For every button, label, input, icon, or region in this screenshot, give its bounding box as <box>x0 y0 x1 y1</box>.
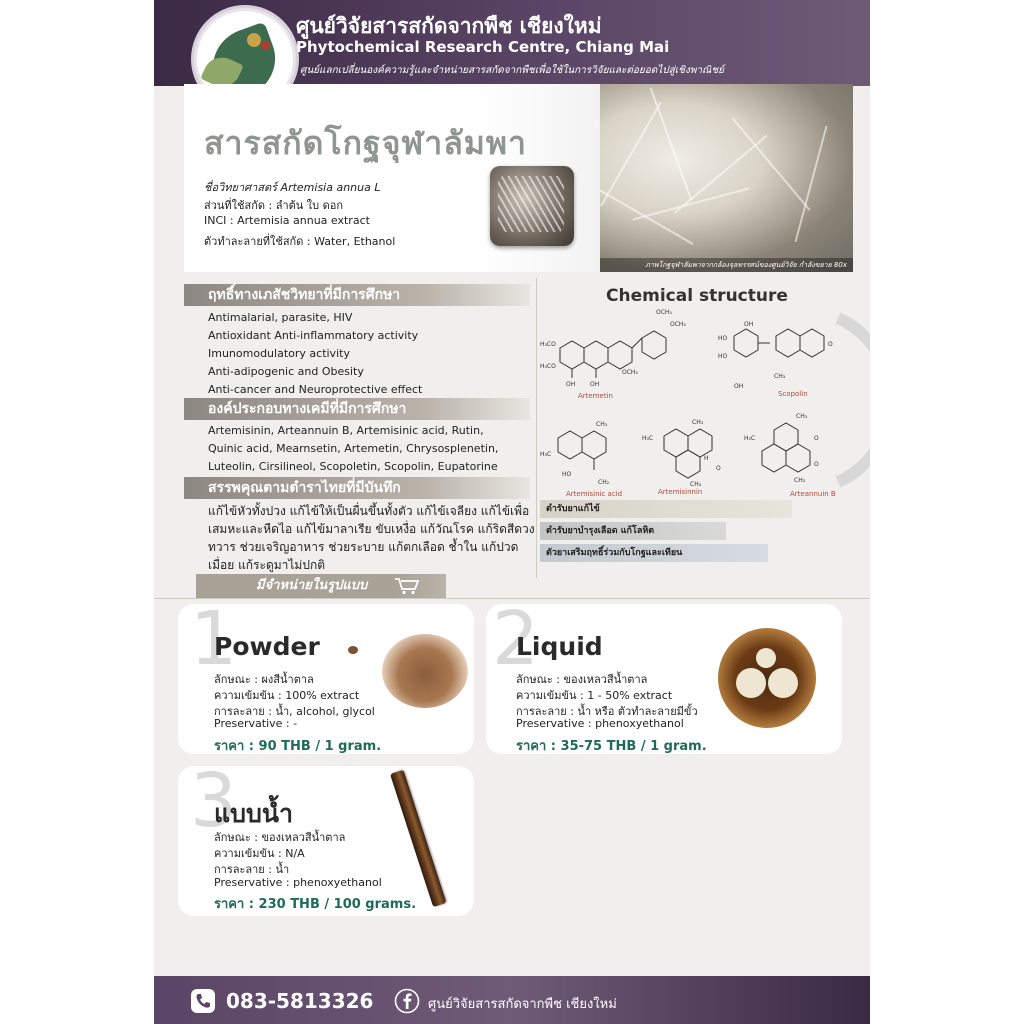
atom-label: O <box>814 435 819 442</box>
chemistry-heading: องค์ประกอบทางเคมีที่มีการศึกษา <box>184 398 530 420</box>
atom-label: OH <box>566 381 576 388</box>
atom-label: OH <box>734 383 744 390</box>
pharmacology-item: Anti-cancer and Neuroprotective effect <box>208 383 423 396</box>
product-preservative: Preservative : phenoxyethanol <box>516 717 684 730</box>
atom-label: CH₃ <box>690 481 702 488</box>
liquid-bubble <box>768 668 798 698</box>
product-number: 1 <box>190 604 238 682</box>
artemisinic-acid-structure <box>558 431 606 470</box>
pharmacology-item: Anti-adipogenic and Obesity <box>208 365 364 378</box>
scientific-name-label: ชื่อวิทยาศาสตร์ <box>204 181 281 194</box>
product-name: Powder <box>214 632 320 661</box>
facebook-icon[interactable] <box>394 988 420 1014</box>
atom-label: CH₃ <box>692 419 704 426</box>
product-card-liquid <box>486 604 842 754</box>
chemistry-line: Luteolin, Cirsilineol, Scopoletin, Scopolin, Eupatorine <box>208 460 498 473</box>
herb-thumbnail-image <box>490 166 574 246</box>
atom-label: CH₂ <box>598 479 610 486</box>
product-card-water <box>178 766 474 916</box>
product-appearance: ลักษณะ : ของเหลวสีน้ำตาล <box>214 831 346 844</box>
atom-label: H₃C <box>642 435 654 442</box>
poster <box>154 0 870 1024</box>
atom-label: OCH₃ <box>656 309 672 316</box>
pharmacology-heading: ฤทธิ์ทางเภสัชวิทยาที่มีการศึกษา <box>184 284 530 306</box>
scopolin-structure <box>734 329 824 357</box>
powder-image-speck <box>348 646 358 654</box>
facebook-page-name[interactable]: ศูนย์วิจัยสารสกัดจากพืช เชียงใหม่ <box>428 997 617 1012</box>
product-concentration: ความเข้มข้น : 1 - 50% extract <box>516 689 673 702</box>
product-concentration: ความเข้มข้น : N/A <box>214 847 305 860</box>
product-appearance: ลักษณะ : ของเหลวสีน้ำตาล <box>516 673 648 686</box>
atom-label: HO <box>718 353 728 360</box>
section-divider <box>154 598 870 599</box>
powder-image <box>382 634 468 708</box>
product-price: ราคา : 35-75 THB / 1 gram. <box>516 739 707 754</box>
pharmacology-item: Imunomodulatory activity <box>208 347 350 360</box>
product-appearance: ลักษณะ : ผงสีน้ำตาล <box>214 673 314 686</box>
atom-label: HO <box>718 335 728 342</box>
extraction-solvent: ตัวทำละลายที่ใช้สกัด : Water, Ethanol <box>204 235 396 248</box>
scientific-name-line <box>204 178 381 196</box>
pharmacology-item: Antioxidant Anti-inflammatory activity <box>208 329 419 342</box>
atom-label: H <box>704 455 709 462</box>
product-name: Liquid <box>516 632 603 661</box>
photo-caption: ภาพโกฐจุฬาลัมพาจากกล้องจุลทรรศน์ของศูนย์วิจัย กำลังขยาย 80x <box>600 258 853 272</box>
atom-label: O <box>828 341 833 348</box>
chemical-structure-title: Chemical structure <box>606 286 788 306</box>
liquid-drop-image <box>718 628 816 728</box>
decorative-arc <box>838 318 870 482</box>
structure-label-artemetin: Artemetin <box>578 392 613 400</box>
atom-label: H₃C <box>540 451 552 458</box>
structure-label-artemisinic-acid: Artemisinic acid <box>566 490 623 498</box>
traditional-line: เมื่อย แก้ระดูมาไม่ปกติ <box>208 558 326 572</box>
header-subtitle: ศูนย์แลกเปลี่ยนองค์ความรู้และจำหน่ายสารสกัดจากพืชเพื่อใช้ในการวิจัยและต่อยอดไปสู่เชิงพาณิชย์ <box>300 65 724 76</box>
atom-label: CH₃ <box>596 421 608 428</box>
water-tube-image <box>390 770 447 907</box>
header-title-english: Phytochemical Research Centre, Chiang Mai <box>296 38 670 56</box>
formula-tag: ตำรับยาแก้ไข้ <box>540 500 792 518</box>
column-divider <box>536 278 537 578</box>
traditional-line: เสมหะและหืดไอ แก้ไข้มาลาเรีย ขับเหงื่อ แก้วัณโรค แก้ริดสีดวง <box>208 522 535 536</box>
product-title: สารสกัดโกฐจุฬาลัมพา <box>204 124 527 162</box>
traditional-line: แก้ไข้หัวทั้งปวง แก้ไข้ให้เป็นผื่นขึ้นทั้งตัว แก้ไข้เจลียง แก้ไข้เพื่อ <box>208 504 530 518</box>
arteannuin-b-structure <box>762 423 810 472</box>
structure-label-arteannuin-b: Arteannuin B <box>790 490 836 498</box>
product-price: ราคา : 230 THB / 100 grams. <box>214 897 417 912</box>
traditional-heading: สรรพคุณตามตำราไทยที่มีบันทึก <box>184 477 530 499</box>
atom-label: OH <box>590 381 600 388</box>
atom-label: OH <box>744 321 754 328</box>
structure-label-artemisinnin: Artemisinnin <box>658 488 703 496</box>
product-concentration: ความเข้มข้น : 100% extract <box>214 689 360 702</box>
shopping-cart-icon <box>394 577 420 595</box>
atom-label: H₃C <box>744 435 756 442</box>
product-preservative: Preservative : phenoxyethanol <box>214 876 382 889</box>
atom-label: OCH₃ <box>670 321 686 328</box>
pharmacology-item: Antimalarial, parasite, HIV <box>208 311 353 324</box>
product-card-powder <box>178 604 474 754</box>
atom-label: HO <box>562 471 572 478</box>
artemisinin-structure <box>664 429 712 478</box>
atom-label: CH₂ <box>794 477 806 484</box>
header-title-thai: ศูนย์วิจัยสารสกัดจากพืช เชียงใหม่ <box>296 14 602 38</box>
product-preservative: Preservative : - <box>214 717 298 730</box>
product-number: 2 <box>492 604 540 682</box>
atom-label: H₃CO <box>540 341 556 348</box>
product-number: 3 <box>190 766 238 844</box>
chemistry-line: Quinic acid, Mearnsetin, Artemetin, Chrysosplenetin, <box>208 442 499 455</box>
atom-label: CH₃ <box>774 373 786 380</box>
product-solubility: การละลาย : น้ำ หรือ ตัวทำละลายมีขั้ว <box>516 705 698 718</box>
product-solubility: การละลาย : น้ำ <box>214 863 290 876</box>
atom-label: OCH₃ <box>622 369 638 376</box>
artemetin-structure <box>560 331 666 378</box>
structure-label-scopolin: Scopolin <box>778 390 808 398</box>
product-solubility: การละลาย : น้ำ, alcohol, glycol <box>214 705 375 718</box>
microscope-photo <box>600 84 853 272</box>
atom-label: CH₃ <box>796 413 808 420</box>
atom-label: H₃CO <box>540 363 556 370</box>
scientific-name: Artemisia annua L <box>280 181 381 194</box>
traditional-line: ทวาร ช่วยเจริญอาหาร ช่วยระบาย แก้ตกเลือด ช้ำใน แก้ปวด <box>208 540 519 554</box>
liquid-bubble <box>736 668 766 698</box>
atom-label: O <box>814 461 819 468</box>
formula-tag: ตัวยาเสริมฤทธิ์ร่วมกับโกฐและเทียน <box>540 544 768 562</box>
chemistry-line: Artemisinin, Arteannuin B, Artemisinic acid, Rutin, <box>208 424 484 437</box>
plant-part: ส่วนที่ใช้สกัด : ลำต้น ใบ ดอก <box>204 199 344 212</box>
product-name: แบบน้ำ <box>214 799 293 828</box>
chemical-structure-diagram <box>538 306 870 502</box>
phone-number[interactable]: 083-5813326 <box>226 989 374 1013</box>
atom-label: O <box>716 465 721 472</box>
product-price: ราคา : 90 THB / 1 gram. <box>214 739 382 754</box>
phone-icon[interactable] <box>190 988 216 1014</box>
liquid-bubble <box>756 648 776 668</box>
formula-tag: ตำรับยาบำรุงเลือด แก้โลหิต <box>540 522 726 540</box>
inci-name: INCI : Artemisia annua extract <box>204 214 370 227</box>
availability-banner: มีจำหน่ายในรูปแบบ <box>196 574 446 598</box>
